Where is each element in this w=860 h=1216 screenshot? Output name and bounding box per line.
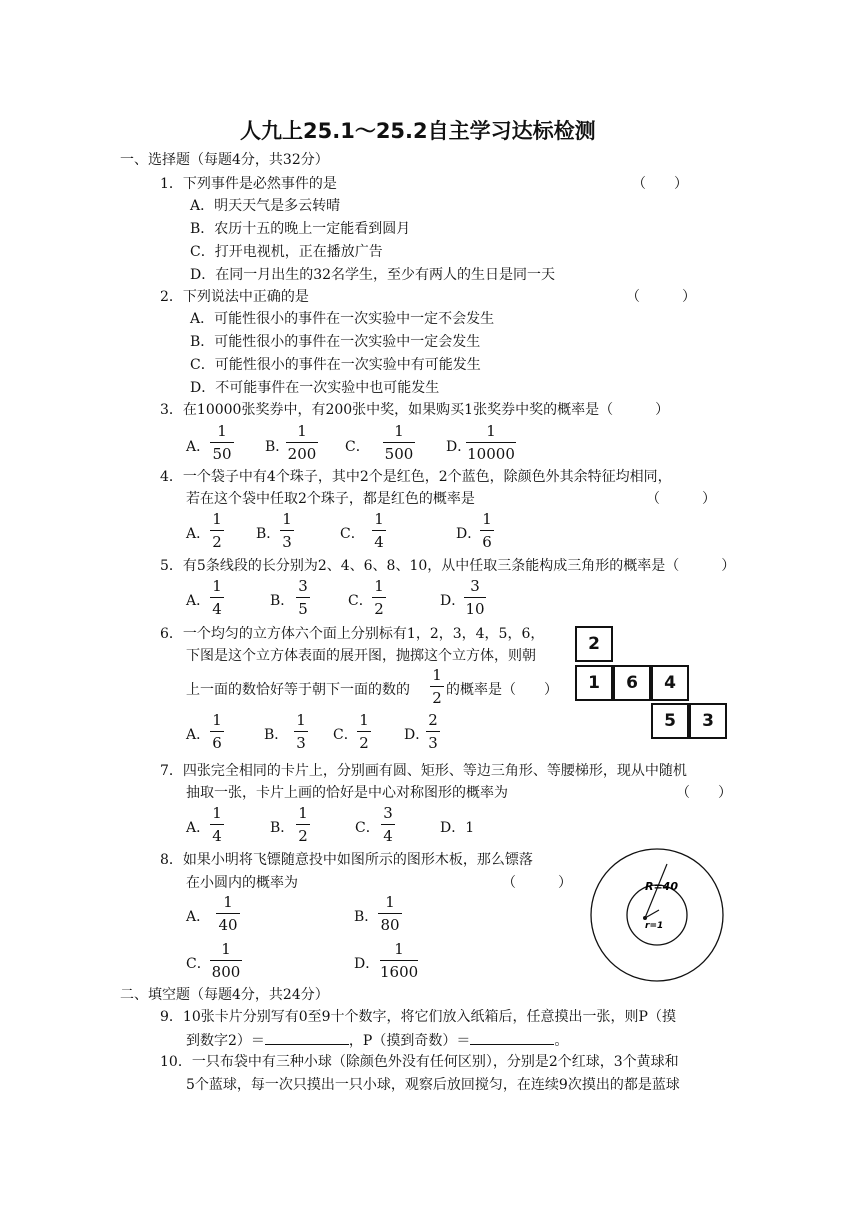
question-6-fraction-b bbox=[294, 712, 308, 752]
question-6-fraction-c bbox=[357, 712, 371, 752]
question-6-half-fraction bbox=[430, 667, 444, 707]
denominator: 2 bbox=[432, 689, 442, 707]
numerator: 1 bbox=[374, 510, 384, 528]
numerator: 2 bbox=[428, 711, 438, 729]
denominator: 1600 bbox=[380, 963, 419, 981]
question-6-label-c: C． bbox=[333, 727, 358, 743]
numerator: 1 bbox=[221, 940, 231, 958]
section-heading-choice: 一、选择题（每题4分，共32分） bbox=[120, 152, 329, 168]
question-2-option-d: D．不可能事件在一次实验中也可能发生 bbox=[190, 380, 440, 396]
question-5-stem: 5．有5条线段的长分别为2、4、6、8、10，从中任取三条能构成三角形的概率是（ ） bbox=[160, 558, 736, 574]
question-8-label-a: A． bbox=[186, 909, 211, 925]
dartboard-figure bbox=[585, 846, 735, 984]
question-6-stem-line-3: 上一面的数恰好等于朝下一面的数的 bbox=[186, 682, 410, 698]
denominator: 80 bbox=[380, 916, 400, 934]
denominator: 3 bbox=[296, 734, 306, 752]
denominator: 50 bbox=[212, 445, 232, 463]
question-4-answer-paren: （ ） bbox=[646, 491, 716, 507]
numerator: 1 bbox=[385, 893, 395, 911]
question-6-label-a: A． bbox=[186, 727, 211, 743]
numerator: 3 bbox=[470, 577, 480, 595]
question-3-stem: 3．在10000张奖券中，有200张中奖，如果购买1张奖券中奖的概率是（ ） bbox=[160, 402, 670, 418]
numerator: 1 bbox=[296, 711, 306, 729]
question-3-label-c: C． bbox=[345, 439, 370, 455]
numerator: 1 bbox=[212, 577, 222, 595]
denominator: 2 bbox=[359, 734, 369, 752]
question-6-label-d: D． bbox=[404, 727, 430, 743]
cube-face: 4 bbox=[651, 665, 689, 701]
page-title: 人九上25.1～25.2自主学习达标检测 bbox=[240, 119, 596, 143]
numerator: 1 bbox=[394, 422, 404, 440]
question-3-fraction-c bbox=[383, 423, 415, 463]
question-4-fraction-a bbox=[210, 511, 224, 551]
numerator: 1 bbox=[212, 510, 222, 528]
numerator: 1 bbox=[394, 940, 404, 958]
denominator: 3 bbox=[282, 533, 292, 551]
question-2-answer-paren: （ ） bbox=[626, 289, 696, 305]
numerator: 1 bbox=[486, 422, 496, 440]
denominator: 4 bbox=[374, 533, 384, 551]
denominator: 800 bbox=[211, 963, 241, 981]
question-8-label-b: B． bbox=[354, 909, 379, 925]
denominator: 2 bbox=[212, 533, 222, 551]
cube-face: 2 bbox=[575, 626, 613, 662]
cube-face: 5 bbox=[651, 703, 689, 739]
question-8-answer-paren: （ ） bbox=[502, 875, 572, 891]
question-8-fraction-d bbox=[380, 941, 418, 981]
denominator: 4 bbox=[212, 600, 222, 618]
denominator: 4 bbox=[212, 827, 222, 845]
question-7-label-b: B． bbox=[270, 820, 295, 836]
question-1-option-c: C．打开电视机，正在播放广告 bbox=[190, 244, 383, 260]
question-9-text-b: ，P（摸到奇数）＝ bbox=[348, 1033, 471, 1049]
question-8-label-c: C． bbox=[186, 956, 211, 972]
section-heading-fill-in: 二、填空题（每题4分，共24分） bbox=[120, 987, 329, 1003]
numerator: 3 bbox=[383, 804, 393, 822]
question-7-label-d bbox=[440, 820, 474, 836]
numerator: 1 bbox=[359, 711, 369, 729]
question-3-label-d: D． bbox=[446, 439, 472, 455]
question-4-label-b: B． bbox=[256, 526, 281, 542]
question-1-stem: 1．下列事件是必然事件的是 bbox=[160, 176, 337, 192]
large-circle bbox=[591, 849, 723, 981]
question-4-fraction-d bbox=[480, 511, 494, 551]
question-6-stem-line-3-end: 的概率是（ ） bbox=[446, 682, 558, 698]
numerator: 1 bbox=[432, 666, 442, 684]
question-1-answer-paren: （ ） bbox=[632, 176, 688, 192]
question-9-stem-line-2 bbox=[186, 1032, 568, 1049]
question-8-label-d: D． bbox=[354, 956, 380, 972]
question-1-option-d: D．在同一月出生的32名学生，至少有两人的生日是同一天 bbox=[190, 267, 556, 283]
center-dot bbox=[643, 916, 647, 920]
question-8-fraction-b bbox=[378, 894, 402, 934]
cube-face: 6 bbox=[613, 665, 651, 701]
question-3-label-b: B． bbox=[265, 439, 290, 455]
question-7-label-a: A． bbox=[186, 820, 211, 836]
numerator: 1 bbox=[482, 510, 492, 528]
answer-blank-2[interactable] bbox=[470, 1032, 554, 1045]
question-3-fraction-b bbox=[286, 423, 318, 463]
question-2-stem: 2．下列说法中正确的是 bbox=[160, 289, 309, 305]
denominator: 4 bbox=[383, 827, 393, 845]
denominator: 500 bbox=[384, 445, 414, 463]
question-4-label-a: A． bbox=[186, 526, 211, 542]
option-value: 1 bbox=[465, 820, 475, 836]
question-1-option-b: B．农历十五的晚上一定能看到圆月 bbox=[190, 221, 411, 237]
numerator: 1 bbox=[212, 711, 222, 729]
question-5-label-b: B． bbox=[270, 593, 295, 609]
question-5-fraction-c bbox=[372, 578, 386, 618]
question-8-stem-line-2: 在小圆内的概率为 bbox=[186, 875, 298, 891]
question-5-label-d: D． bbox=[440, 593, 466, 609]
question-4-stem-line-2: 若在这个袋中任取2个珠子，都是红色的概率是 bbox=[186, 491, 475, 507]
numerator: 1 bbox=[217, 422, 227, 440]
question-5-label-c: C． bbox=[348, 593, 373, 609]
small-radius-label: r=1 bbox=[645, 921, 664, 931]
question-10-stem-line-1: 10．一只布袋中有三种小球（除颜色外没有任何区别），分别是2个红球，3个黄球和 bbox=[160, 1054, 679, 1070]
question-6-stem-line-1: 6．一个均匀的立方体六个面上分别标有1，2，3，4，5，6， bbox=[160, 626, 545, 642]
question-8-fraction-c bbox=[210, 941, 242, 981]
question-5-fraction-b bbox=[296, 578, 310, 618]
question-4-stem-line-1: 4．一个袋子中有4个珠子，其中2个是红色，2个蓝色，除颜色外其余特征均相同， bbox=[160, 469, 672, 485]
cube-face: 3 bbox=[689, 703, 727, 739]
cube-face: 1 bbox=[575, 665, 613, 701]
answer-blank-1[interactable] bbox=[265, 1032, 349, 1045]
numerator: 1 bbox=[374, 577, 384, 595]
question-4-fraction-c bbox=[372, 511, 386, 551]
question-7-answer-paren: （ ） bbox=[676, 785, 732, 801]
numerator: 1 bbox=[297, 422, 307, 440]
numerator: 1 bbox=[298, 804, 308, 822]
question-4-fraction-b bbox=[280, 511, 294, 551]
numerator: 1 bbox=[212, 804, 222, 822]
denominator: 200 bbox=[287, 445, 317, 463]
numerator: 3 bbox=[298, 577, 308, 595]
question-7-label-c: C． bbox=[355, 820, 380, 836]
question-9-text-c: 。 bbox=[554, 1033, 569, 1049]
question-9-stem-line-1: 9．10张卡片分别写有0至9十个数字，将它们放入纸箱后，任意摸出一张，则P（摸 bbox=[160, 1009, 676, 1025]
question-9-text-a: 到数字2）＝ bbox=[186, 1033, 265, 1049]
numerator: 1 bbox=[282, 510, 292, 528]
denominator: 40 bbox=[218, 916, 238, 934]
small-circle bbox=[627, 885, 687, 945]
question-6-label-b: B． bbox=[264, 727, 289, 743]
question-7-stem-line-1: 7．四张完全相同的卡片上，分别画有圆、矩形、等边三角形、等腰梯形，现从中随机 bbox=[160, 763, 687, 779]
denominator: 5 bbox=[298, 600, 308, 618]
question-2-option-b: B．可能性很小的事件在一次实验中一定会发生 bbox=[190, 334, 481, 350]
question-2-option-a: A．可能性很小的事件在一次实验中一定不会发生 bbox=[190, 311, 495, 327]
question-4-label-c: C． bbox=[340, 526, 365, 542]
denominator: 2 bbox=[298, 827, 308, 845]
question-4-label-d: D． bbox=[456, 526, 482, 542]
question-3-label-a: A． bbox=[186, 439, 211, 455]
question-6-fraction-a bbox=[210, 712, 224, 752]
question-6-fraction-d bbox=[426, 712, 440, 752]
question-1-option-a: A．明天天气是多云转晴 bbox=[190, 198, 341, 214]
denominator: 3 bbox=[428, 734, 438, 752]
denominator: 6 bbox=[482, 533, 492, 551]
denominator: 10 bbox=[465, 600, 485, 618]
question-7-fraction-b bbox=[296, 805, 310, 845]
question-5-label-a: A． bbox=[186, 593, 211, 609]
question-8-stem-line-1: 8．如果小明将飞镖随意投中如图所示的图形木板，那么镖落 bbox=[160, 852, 533, 868]
question-5-fraction-d bbox=[464, 578, 486, 618]
question-10-stem-line-2: 5个蓝球，每一次只摸出一只小球，观察后放回搅匀，在连续9次摸出的都是蓝球 bbox=[186, 1077, 680, 1093]
denominator: 2 bbox=[374, 600, 384, 618]
question-2-option-c: C．可能性很小的事件在一次实验中有可能发生 bbox=[190, 357, 481, 373]
big-radius-label: R=40 bbox=[645, 880, 678, 893]
question-3-fraction-a bbox=[210, 423, 234, 463]
question-7-fraction-a bbox=[210, 805, 224, 845]
numerator: 1 bbox=[223, 893, 233, 911]
denominator: 10000 bbox=[467, 445, 515, 463]
question-8-fraction-a bbox=[216, 894, 240, 934]
question-7-fraction-c bbox=[381, 805, 395, 845]
question-3-fraction-d bbox=[466, 423, 516, 463]
question-6-stem-line-2: 下图是这个立方体表面的展开图，抛掷这个立方体，则朝 bbox=[186, 648, 536, 664]
question-7-stem-line-2: 抽取一张，卡片上画的恰好是中心对称图形的概率为 bbox=[186, 785, 508, 801]
question-5-fraction-a bbox=[210, 578, 224, 618]
denominator: 6 bbox=[212, 734, 222, 752]
option-label: D． bbox=[440, 820, 466, 836]
